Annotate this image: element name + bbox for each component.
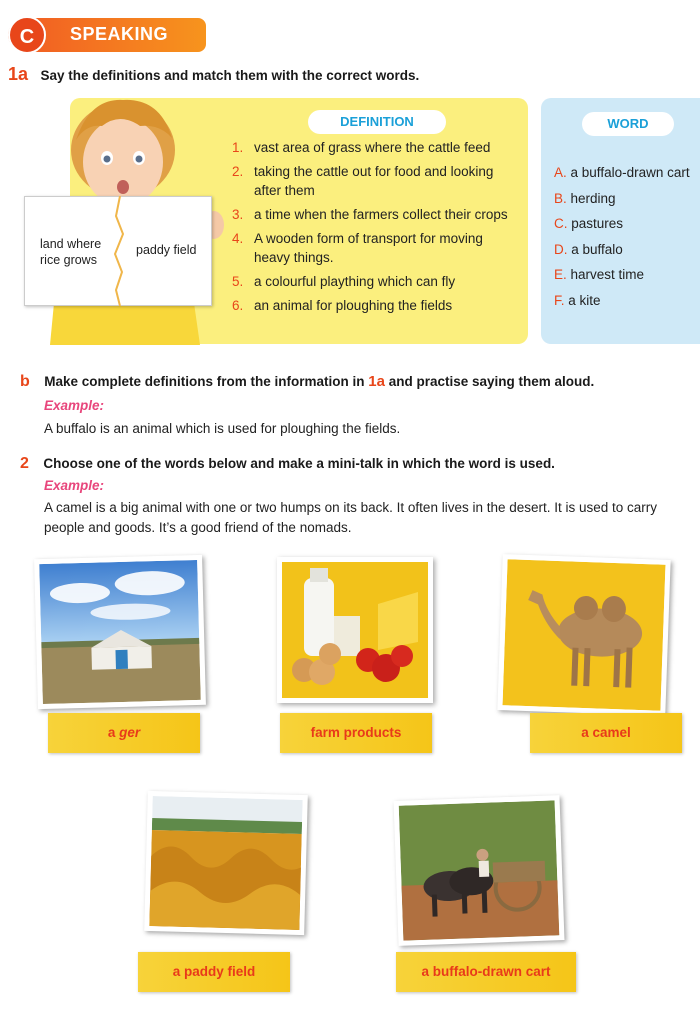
task-number: 2 (20, 455, 29, 472)
example-label: Example: (44, 398, 105, 413)
photo-label-buffalo-cart: a buffalo-drawn cart (396, 952, 576, 992)
list-item: 1. vast area of grass where the cattle feed (232, 140, 491, 155)
task-letter: b (20, 373, 30, 390)
buffalo-cart-image (399, 800, 560, 940)
example-text: A camel is a big animal with one or two humps on its back. It often lives in the desert. It is used to carry people and goods. It’s a good friend of the nomads. (44, 500, 658, 535)
task-2-heading: 2 Choose one of the words below and make a mini-talk in which the word is used. (20, 455, 555, 472)
task-1a-instruction: Say the definitions and match them with the correct words. (40, 68, 420, 83)
word-heading: WORD (582, 112, 674, 136)
list-item: 6. an animal for ploughing the fields (232, 298, 453, 313)
card-word-text: paddy field (136, 243, 197, 257)
photo-paddy-field (144, 791, 308, 935)
camel-image (503, 559, 666, 710)
list-item: E. harvest time (554, 267, 645, 282)
section-title: SPEAKING (70, 24, 169, 44)
photo-farm-products (277, 557, 433, 703)
photo-buffalo-cart (394, 795, 565, 946)
definition-list (232, 138, 522, 320)
photo-label-ger: a ger (48, 713, 200, 753)
photo-label-paddy-field: a paddy field (138, 952, 290, 992)
list-item: D. a buffalo (554, 241, 623, 257)
list-item: C. pastures (554, 216, 624, 231)
card-definition-text: land where rice grows (40, 237, 102, 267)
photo-label-farm-products: farm products (280, 713, 432, 753)
list-item: B. herding (554, 190, 616, 206)
list-item: 5. a colourful plaything which can fly (232, 274, 456, 289)
task-1b-heading: b Make complete definitions from the information in 1a and practise saying them aloud. (20, 373, 595, 390)
farm-products-image (282, 562, 428, 698)
photo-label-camel: a camel (530, 713, 682, 753)
example-label: Example: (44, 478, 105, 493)
photo-camel (497, 554, 670, 716)
list-item: 4. A wooden form of transport for moving heavy things. (232, 231, 483, 265)
definition-heading: DEFINITION (308, 110, 446, 134)
photo-ger (34, 555, 206, 709)
list-item: 3. a time when the farmers collect their crops (232, 207, 508, 222)
word-list (554, 160, 690, 313)
task-1a-heading (8, 64, 419, 85)
list-item: 2. taking the cattle out for food and looking after them (232, 164, 494, 198)
list-item: F. a kite (554, 292, 601, 308)
section-letter-badge: C (8, 16, 46, 54)
list-item: A. a buffalo-drawn cart (554, 165, 690, 180)
task-letter: a (18, 64, 29, 84)
task-number: 1 (8, 64, 19, 84)
example-text: A buffalo is an animal which is used for ploughing the fields. (44, 421, 401, 436)
paddy-field-image (149, 796, 302, 930)
ger-image (39, 560, 201, 704)
